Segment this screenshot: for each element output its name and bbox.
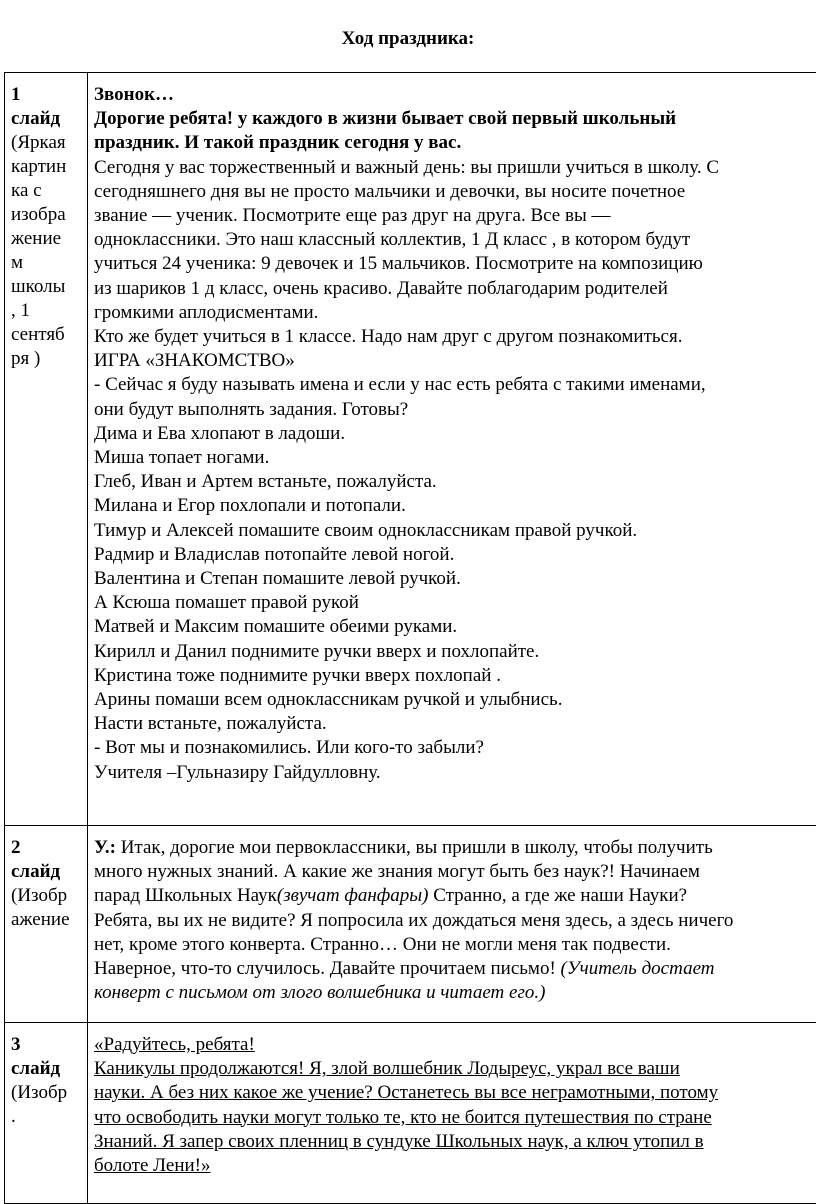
table-row <box>5 1023 816 1204</box>
text-line <box>94 836 816 860</box>
slide-word: слайд <box>11 1057 83 1081</box>
text-line: Дима и Ева хлопают в ладоши. <box>94 422 816 446</box>
letter-line: Каникулы продолжаются! Я, злой волшебник Лодыреус, украл все ваши <box>94 1057 816 1081</box>
slide-cell <box>5 826 88 1023</box>
slide-number: 3 <box>11 1033 83 1057</box>
text-line: Глеб, Иван и Артем встаньте, пожалуйста. <box>94 470 816 494</box>
speaker-label: У.: <box>94 837 116 858</box>
slide-word: слайд <box>11 860 83 884</box>
text-line: Учителя –Гульназиру Гайдулловну. <box>94 761 816 785</box>
text-line: Милана и Егор похлопали и потопали. <box>94 494 816 518</box>
text-line: Валентина и Степан помашите левой ручкой. <box>94 567 816 591</box>
text-line: они будут выполнять задания. Готовы? <box>94 398 816 422</box>
letter-line: науки. А без них какое же учение? Останетесь вы все неграмотными, потому <box>94 1081 816 1105</box>
slide-word: слайд <box>11 107 83 131</box>
table-row <box>5 826 816 1023</box>
slide-cell <box>5 73 88 826</box>
page-title: Ход праздника: <box>0 28 816 50</box>
text-line: одноклассники. Это наш классный коллектив, 1 Д класс , в котором будут <box>94 228 816 252</box>
text-line: - Вот мы и познакомились. Или кого-то забыли? <box>94 736 816 760</box>
text-span: Итак, дорогие мои первоклассники, вы пришли в школу, чтобы получить <box>116 837 713 858</box>
text-line: А Ксюша помашет правой рукой <box>94 591 816 615</box>
holiday-plan-table <box>4 72 816 1204</box>
text-line <box>94 957 816 981</box>
text-span: Наверное, что-то случилось. Давайте прочитаем письмо! <box>94 958 561 979</box>
text-line <box>94 884 816 908</box>
stage-direction: конверт с письмом от злого волшебника и читает его.) <box>94 981 816 1005</box>
text-line: учиться 24 ученика: 9 девочек и 15 мальчиков. Посмотрите на композицию <box>94 252 816 276</box>
slide-description: (Изобр ажение <box>11 885 70 930</box>
text-line: Кирилл и Данил поднимите ручки вверх и похлопайте. <box>94 640 816 664</box>
content-cell <box>88 826 816 1023</box>
text-line: сегодняшнего дня вы не просто мальчики и девочки, вы носите почетное <box>94 180 816 204</box>
stage-direction: (звучат фанфары) <box>277 885 429 906</box>
slide-cell <box>5 1023 88 1204</box>
stage-direction: (Учитель достает <box>561 958 715 979</box>
slide-number: 1 <box>11 83 83 107</box>
text-line: Сегодня у вас торжественный и важный день: вы пришли учиться в школу. С <box>94 156 816 180</box>
text-line: Радмир и Владислав потопайте левой ногой. <box>94 543 816 567</box>
text-line: Звонок… <box>94 83 816 107</box>
text-line: много нужных знаний. А какие же знания могут быть без наук?! Начинаем <box>94 860 816 884</box>
text-line: праздник. И такой праздник сегодня у вас. <box>94 131 816 155</box>
table-row <box>5 73 816 826</box>
text-line: Арины помаши всем одноклассникам ручкой и улыбнись. <box>94 688 816 712</box>
text-line: Кристина тоже поднимите ручки вверх похлопай . <box>94 664 816 688</box>
letter-line: Знаний. Я запер своих пленниц в сундуке Школьных наук, а ключ утопил в <box>94 1130 816 1154</box>
letter-line: болоте Лени!» <box>94 1154 816 1178</box>
text-span: Странно, а где же наши Науки? <box>428 885 687 906</box>
text-line: звание — ученик. Посмотрите еще раз друг на друга. Все вы — <box>94 204 816 228</box>
content-cell <box>88 73 816 826</box>
text-line: Матвей и Максим помашите обеими руками. <box>94 615 816 639</box>
content-cell <box>88 1023 816 1204</box>
text-line: Тимур и Алексей помашите своим одноклассникам правой ручкой. <box>94 519 816 543</box>
text-line: из шариков 1 д класс, очень красиво. Давайте поблагодарим родителей <box>94 277 816 301</box>
slide-description: (Яркая картин ка с изобра жение м школы , 1 сентяб ря ) <box>11 132 66 369</box>
text-line: Насти встаньте, пожалуйста. <box>94 712 816 736</box>
slide-number: 2 <box>11 836 83 860</box>
text-line: Кто же будет учиться в 1 классе. Надо нам друг с другом познакомиться. <box>94 325 816 349</box>
text-line: - Сейчас я буду называть имена и если у нас есть ребята с такими именами, <box>94 373 816 397</box>
text-line: громкими аплодисментами. <box>94 301 816 325</box>
text-line: Дорогие ребята! у каждого в жизни бывает свой первый школьный <box>94 107 816 131</box>
text-line: ИГРА «ЗНАКОМСТВО» <box>94 349 816 373</box>
letter-line: что освободить науки могут только те, кто не боится путешествия по стране <box>94 1106 816 1130</box>
letter-line: «Радуйтесь, ребята! <box>94 1033 816 1057</box>
slide-description: (Изобр . <box>11 1082 67 1127</box>
text-line: Ребята, вы их не видите? Я попросила их дождаться меня здесь, а здесь ничего <box>94 909 816 933</box>
text-line: Миша топает ногами. <box>94 446 816 470</box>
text-span: парад Школьных Наук <box>94 885 277 906</box>
text-line: нет, кроме этого конверта. Странно… Они не могли меня так подвести. <box>94 933 816 957</box>
